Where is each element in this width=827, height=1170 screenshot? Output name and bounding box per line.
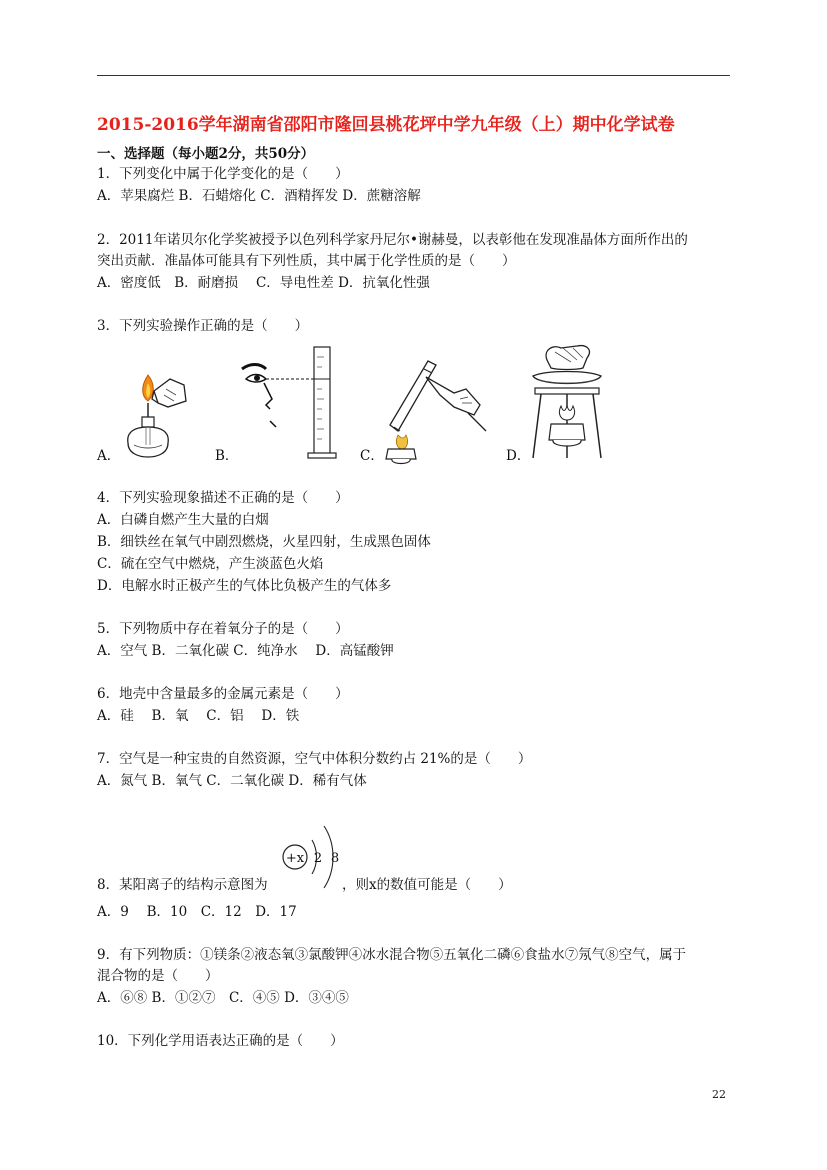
page-title: 2015-2016学年湖南省邵阳市隆回县桃花坪中学九年级（上）期中化学试卷 bbox=[97, 115, 675, 135]
q9-options: A．⑥⑧ B．①②⑦ C．④⑤ D．③④⑤ bbox=[97, 990, 349, 1006]
shell-2-electrons: 8 bbox=[330, 851, 340, 866]
q2-stem-line2: 突出贡献．准晶体可能具有下列性质，其中属于化学性质的是（ ） bbox=[97, 253, 516, 269]
q7-options: A．氮气 B．氧气 C．二氧化碳 D．稀有气体 bbox=[97, 773, 367, 789]
q8-stem-b: ，则x的数值可能是（ ） bbox=[342, 877, 512, 893]
evaporating-dish-figure bbox=[527, 340, 607, 465]
q3-option-b-label: B． bbox=[215, 448, 239, 464]
header-rule bbox=[97, 75, 730, 76]
section-heading: 一、选择题（每小题2分，共50分） bbox=[97, 146, 315, 162]
q8-stem-a: 8．某阳离子的结构示意图为 bbox=[97, 877, 268, 893]
alcohol-lamp-ignition-figure bbox=[118, 365, 203, 462]
q5-stem: 5．下列物质中存在着氧分子的是（ ） bbox=[97, 621, 349, 637]
q4-option-b: B．细铁丝在氧气中剧烈燃烧，火星四射，生成黑色固体 bbox=[97, 534, 431, 550]
q9-stem-line2: 混合物的是（ ） bbox=[97, 968, 219, 984]
q4-option-a: A．白磷自燃产生大量的白烟 bbox=[97, 512, 269, 528]
q9-stem-line1: 9．有下列物质：①镁条②液态氧③氯酸钾④冰水混合物⑤五氧化二磷⑥食盐水⑦氖气⑧空气，属于 bbox=[97, 947, 687, 963]
q2-options: A．密度低 B．耐磨损 C．导电性差 D．抗氧化性强 bbox=[97, 275, 430, 291]
q8-options: A．9 B．10 C．12 D．17 bbox=[97, 904, 297, 920]
ion-structure-diagram bbox=[280, 818, 346, 894]
q1-options: A．苹果腐烂 B．石蜡熔化 C．酒精挥发 D．蔗糖溶解 bbox=[97, 188, 421, 204]
q4-stem: 4．下列实验现象描述不正确的是（ ） bbox=[97, 490, 349, 506]
q3-option-a-label: A． bbox=[97, 448, 121, 464]
q6-stem: 6．地壳中含量最多的金属元素是（ ） bbox=[97, 686, 349, 702]
nucleus-label: +x bbox=[285, 851, 305, 866]
q4-option-d: D．电解水时正极产生的气体比负极产生的气体多 bbox=[97, 578, 392, 594]
q3-option-d-label: D． bbox=[506, 448, 531, 464]
q7-stem: 7．空气是一种宝贵的自然资源，空气中体积分数约占 21%的是（ ） bbox=[97, 751, 532, 767]
q6-options: A．硅 B．氧 C．铝 D．铁 bbox=[97, 708, 300, 724]
reading-cylinder-figure bbox=[236, 343, 346, 463]
q10-stem: 10．下列化学用语表达正确的是（ ） bbox=[97, 1033, 344, 1049]
q1-stem: 1．下列变化中属于化学变化的是（ ） bbox=[97, 166, 349, 182]
q5-options: A．空气 B．二氧化碳 C．纯净水 D．高锰酸钾 bbox=[97, 643, 394, 659]
q3-option-c-label: C． bbox=[360, 448, 384, 464]
page-number: 22 bbox=[712, 1088, 726, 1101]
q3-stem: 3．下列实验操作正确的是（ ） bbox=[97, 318, 309, 334]
heating-test-tube-figure bbox=[384, 353, 489, 465]
q4-option-c: C．硫在空气中燃烧，产生淡蓝色火焰 bbox=[97, 556, 324, 572]
shell-1-electrons: 2 bbox=[313, 851, 323, 866]
q2-stem-line1: 2．2011年诺贝尔化学奖被授予以色列科学家丹尼尔•谢赫曼，以表彰他在发现准晶体方面所作出的 bbox=[97, 232, 688, 248]
